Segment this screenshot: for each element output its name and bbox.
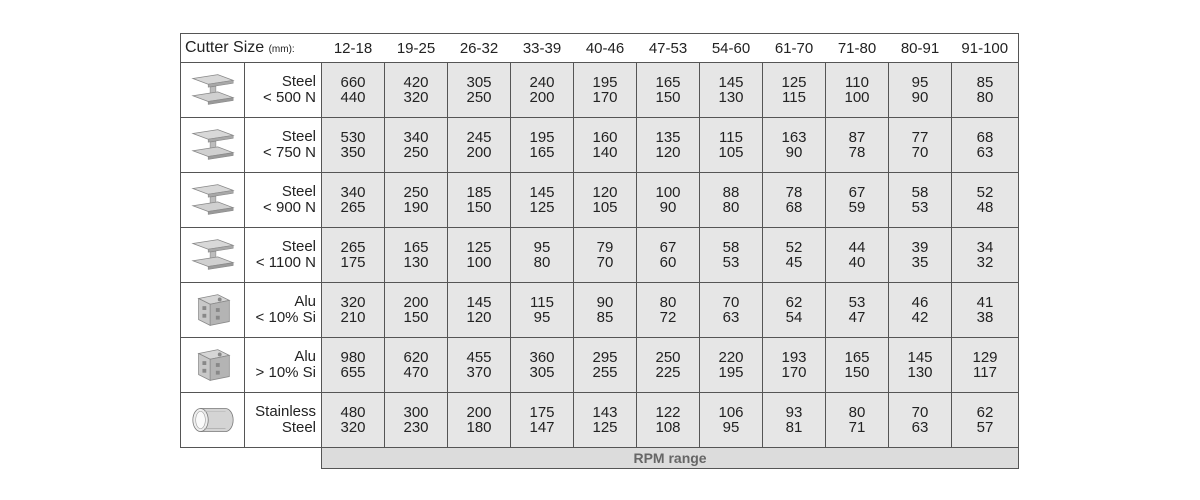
rpm-max: 125 [466, 239, 492, 256]
material-row [181, 393, 1019, 448]
rpm-min: 350 [340, 144, 366, 161]
material-name: Steel [281, 238, 317, 255]
rpm-min: 54 [785, 309, 803, 326]
material-spec: < 900 N [263, 199, 317, 216]
material-label [245, 63, 322, 118]
rpm-min: 63 [976, 144, 994, 161]
rpm-max: 193 [781, 349, 807, 366]
rpm-max: 455 [466, 349, 492, 366]
rpm-max: 44 [848, 239, 866, 256]
rpm-max: 165 [403, 239, 429, 256]
rpm-max: 145 [466, 294, 492, 311]
rpm-cell [574, 393, 637, 448]
rpm-min: 150 [403, 309, 429, 326]
rpm-max: 120 [592, 184, 618, 201]
material-spec: < 750 N [263, 144, 317, 161]
rpm-min: 63 [722, 309, 740, 326]
rpm-cell [889, 393, 952, 448]
cutter-size-header: 40-46 [574, 34, 637, 63]
rpm-max: 195 [529, 129, 555, 146]
rpm-max: 87 [848, 129, 866, 146]
rpm-cell [511, 118, 574, 173]
rpm-cell [322, 118, 385, 173]
rpm-min: 190 [403, 199, 429, 216]
rpm-min: 130 [718, 89, 744, 106]
rpm-max: 480 [340, 404, 366, 421]
rpm-min: 180 [466, 419, 492, 436]
rpm-cell [637, 118, 700, 173]
rpm-max: 93 [785, 404, 803, 421]
rpm-max: 165 [655, 74, 681, 91]
rpm-cell [889, 63, 952, 118]
rpm-cell [952, 173, 1019, 228]
rpm-cell [385, 173, 448, 228]
rpm-max: 360 [529, 349, 555, 366]
rpm-min: 108 [655, 419, 681, 436]
rpm-cell [700, 393, 763, 448]
rpm-min: 370 [466, 364, 492, 381]
rpm-cell [826, 338, 889, 393]
material-name: Steel [281, 183, 317, 200]
rpm-max: 660 [340, 74, 366, 91]
material-name: Steel [281, 128, 317, 145]
steel-beam-icon [189, 70, 237, 110]
rpm-cell [889, 173, 952, 228]
rpm-cell [700, 228, 763, 283]
material-icon-cell [181, 118, 245, 173]
rpm-table [180, 33, 1019, 469]
rpm-max: 62 [976, 404, 994, 421]
rpm-cell [385, 228, 448, 283]
rpm-max: 340 [340, 184, 366, 201]
rpm-cell [322, 63, 385, 118]
alu-profile-icon [189, 345, 237, 385]
rpm-cell [322, 338, 385, 393]
cutter-size-label: Cutter Size (mm): [181, 34, 322, 63]
material-label [245, 283, 322, 338]
rpm-cell [637, 338, 700, 393]
rpm-min: 170 [592, 89, 618, 106]
rpm-cell [574, 283, 637, 338]
rpm-min: 470 [403, 364, 429, 381]
rpm-cell [448, 63, 511, 118]
rpm-min: 95 [722, 419, 740, 436]
rpm-min: 80 [533, 254, 551, 271]
rpm-max: 106 [718, 404, 744, 421]
rpm-max: 78 [785, 184, 803, 201]
rpm-cell [700, 118, 763, 173]
rpm-cell [952, 63, 1019, 118]
rpm-max: 46 [911, 294, 929, 311]
header-row [181, 34, 1019, 63]
rpm-min: 81 [785, 419, 803, 436]
rpm-min: 130 [907, 364, 933, 381]
rpm-max: 320 [340, 294, 366, 311]
rpm-range-label: RPM range [322, 448, 1019, 469]
rpm-max: 70 [722, 294, 740, 311]
rpm-max: 52 [785, 239, 803, 256]
material-label [245, 393, 322, 448]
rpm-max: 70 [911, 404, 929, 421]
rpm-min: 53 [722, 254, 740, 271]
rpm-cell [322, 228, 385, 283]
rpm-max: 34 [976, 239, 994, 256]
rpm-cell [826, 173, 889, 228]
rpm-max: 145 [529, 184, 555, 201]
rpm-max: 80 [848, 404, 866, 421]
rpm-min: 125 [592, 419, 618, 436]
rpm-cell [763, 283, 826, 338]
rpm-min: 250 [403, 144, 429, 161]
rpm-min: 170 [781, 364, 807, 381]
rpm-min: 70 [596, 254, 614, 271]
material-row [181, 338, 1019, 393]
rpm-max: 53 [848, 294, 866, 311]
rpm-cell [826, 283, 889, 338]
rpm-min: 195 [718, 364, 744, 381]
material-icon-cell [181, 63, 245, 118]
rpm-cell [700, 338, 763, 393]
rpm-min: 70 [911, 144, 929, 161]
rpm-min: 265 [340, 199, 366, 216]
rpm-cell [700, 173, 763, 228]
rpm-min: 320 [403, 89, 429, 106]
rpm-max: 95 [533, 239, 551, 256]
rpm-max: 220 [718, 349, 744, 366]
rpm-max: 125 [781, 74, 807, 91]
rpm-cell [763, 338, 826, 393]
rpm-max: 39 [911, 239, 929, 256]
cutter-size-header: 19-25 [385, 34, 448, 63]
rpm-max: 175 [529, 404, 555, 421]
rpm-max: 135 [655, 129, 681, 146]
rpm-min: 440 [340, 89, 366, 106]
rpm-max: 145 [907, 349, 933, 366]
rpm-min: 78 [848, 144, 866, 161]
material-spec: < 10% Si [255, 309, 317, 326]
rpm-cell [952, 393, 1019, 448]
steel-beam-icon [189, 235, 237, 275]
rpm-cell [574, 228, 637, 283]
rpm-min: 100 [844, 89, 870, 106]
rpm-cell [763, 63, 826, 118]
rpm-min: 105 [592, 199, 618, 216]
rpm-min: 80 [722, 199, 740, 216]
rpm-cell [700, 283, 763, 338]
rpm-min: 95 [533, 309, 551, 326]
rpm-cell [322, 283, 385, 338]
rpm-min: 210 [340, 309, 366, 326]
rpm-min: 150 [655, 89, 681, 106]
rpm-cell [763, 118, 826, 173]
rpm-cell [637, 228, 700, 283]
rpm-max: 420 [403, 74, 429, 91]
cutter-size-header: 33-39 [511, 34, 574, 63]
steel-beam-icon [189, 180, 237, 220]
rpm-min: 225 [655, 364, 681, 381]
rpm-min: 320 [340, 419, 366, 436]
rpm-cell [385, 283, 448, 338]
rpm-cell [511, 338, 574, 393]
rpm-max: 129 [972, 349, 998, 366]
rpm-cell [511, 283, 574, 338]
material-spec: < 1100 N [255, 254, 317, 271]
rpm-max: 340 [403, 129, 429, 146]
rpm-min: 117 [973, 364, 997, 381]
rpm-cell [637, 393, 700, 448]
rpm-min: 35 [911, 254, 929, 271]
rpm-min: 150 [844, 364, 870, 381]
rpm-min: 175 [340, 254, 366, 271]
rpm-cell [889, 118, 952, 173]
material-row [181, 228, 1019, 283]
rpm-cell [826, 63, 889, 118]
rpm-cell [952, 283, 1019, 338]
rpm-max: 250 [403, 184, 429, 201]
material-name: Stainless [255, 403, 317, 420]
cutter-size-header: 54-60 [700, 34, 763, 63]
rpm-min: 100 [466, 254, 492, 271]
rpm-max: 77 [911, 129, 929, 146]
rpm-cell [574, 338, 637, 393]
rpm-max: 143 [592, 404, 618, 421]
rpm-max: 250 [655, 349, 681, 366]
rpm-min: 60 [659, 254, 677, 271]
rpm-cell [574, 118, 637, 173]
material-label [245, 338, 322, 393]
rpm-max: 160 [592, 129, 618, 146]
rpm-min: 72 [659, 309, 677, 326]
steel-beam-icon [189, 125, 237, 165]
rpm-cell [826, 118, 889, 173]
cutter-size-header: 80-91 [889, 34, 952, 63]
rpm-cell [889, 228, 952, 283]
rpm-max: 295 [592, 349, 618, 366]
rpm-max: 195 [592, 74, 618, 91]
rpm-min: 85 [596, 309, 614, 326]
cutter-size-header: 26-32 [448, 34, 511, 63]
rpm-cell [448, 173, 511, 228]
rpm-max: 115 [719, 129, 743, 146]
rpm-max: 200 [403, 294, 429, 311]
rpm-max: 100 [655, 184, 681, 201]
rpm-min: 63 [911, 419, 929, 436]
rpm-min: 140 [592, 144, 618, 161]
rpm-cell [511, 173, 574, 228]
rpm-max: 110 [845, 74, 869, 91]
rpm-max: 300 [403, 404, 429, 421]
rpm-cell [826, 393, 889, 448]
rpm-max: 245 [466, 129, 492, 146]
footer-row [181, 448, 1019, 469]
rpm-cell [385, 338, 448, 393]
rpm-cell [952, 338, 1019, 393]
rpm-min: 130 [403, 254, 429, 271]
rpm-cell [763, 393, 826, 448]
rpm-min: 90 [911, 89, 929, 106]
rpm-min: 120 [466, 309, 492, 326]
rpm-min: 115 [782, 89, 806, 106]
material-row [181, 63, 1019, 118]
rpm-cell [574, 173, 637, 228]
material-label [245, 173, 322, 228]
rpm-min: 120 [655, 144, 681, 161]
rpm-max: 95 [911, 74, 929, 91]
rpm-min: 125 [529, 199, 555, 216]
rpm-min: 38 [976, 309, 994, 326]
rpm-max: 145 [718, 74, 744, 91]
rpm-max: 200 [466, 404, 492, 421]
rpm-cell [826, 228, 889, 283]
rpm-min: 68 [785, 199, 803, 216]
rpm-min: 57 [976, 419, 994, 436]
cutter-size-header: 61-70 [763, 34, 826, 63]
rpm-cell [385, 63, 448, 118]
rpm-max: 41 [976, 294, 994, 311]
rpm-min: 147 [529, 419, 555, 436]
material-icon-cell [181, 283, 245, 338]
cutter-size-header: 91-100 [952, 34, 1019, 63]
rpm-max: 80 [659, 294, 677, 311]
rpm-cell [322, 173, 385, 228]
rpm-max: 240 [529, 74, 555, 91]
rpm-max: 88 [722, 184, 740, 201]
rpm-cell [385, 118, 448, 173]
rpm-min: 47 [848, 309, 866, 326]
rpm-min: 255 [592, 364, 618, 381]
rpm-max: 79 [596, 239, 614, 256]
rpm-max: 67 [848, 184, 866, 201]
material-label [245, 228, 322, 283]
rpm-min: 105 [718, 144, 744, 161]
rpm-max: 58 [911, 184, 929, 201]
stainless-tube-icon [189, 400, 237, 440]
material-icon-cell [181, 228, 245, 283]
rpm-cell [448, 228, 511, 283]
rpm-max: 122 [655, 404, 681, 421]
material-icon-cell [181, 173, 245, 228]
rpm-cell [889, 283, 952, 338]
rpm-cell [385, 393, 448, 448]
rpm-max: 265 [340, 239, 366, 256]
material-label [245, 118, 322, 173]
rpm-max: 85 [976, 74, 994, 91]
rpm-cell [952, 118, 1019, 173]
rpm-min: 250 [466, 89, 492, 106]
rpm-cell [637, 283, 700, 338]
material-spec: < 500 N [263, 89, 317, 106]
material-name: Steel [281, 73, 317, 90]
rpm-min: 80 [976, 89, 994, 106]
rpm-cell [322, 393, 385, 448]
rpm-min: 165 [529, 144, 555, 161]
rpm-min: 200 [466, 144, 492, 161]
rpm-max: 67 [659, 239, 677, 256]
rpm-min: 150 [466, 199, 492, 216]
rpm-cell [574, 63, 637, 118]
rpm-cell [637, 63, 700, 118]
material-icon-cell [181, 338, 245, 393]
rpm-min: 48 [976, 199, 994, 216]
material-icon-cell [181, 393, 245, 448]
rpm-cell [952, 228, 1019, 283]
rpm-min: 45 [785, 254, 803, 271]
rpm-min: 655 [340, 364, 366, 381]
rpm-min: 90 [659, 199, 677, 216]
material-row [181, 173, 1019, 228]
rpm-max: 90 [596, 294, 614, 311]
rpm-cell [448, 338, 511, 393]
rpm-min: 32 [976, 254, 994, 271]
footer-spacer [181, 448, 322, 469]
rpm-cell [511, 228, 574, 283]
material-spec: > 10% Si [255, 364, 317, 381]
rpm-max: 58 [722, 239, 740, 256]
cutter-size-header: 47-53 [637, 34, 700, 63]
rpm-max: 530 [340, 129, 366, 146]
rpm-max: 980 [340, 349, 366, 366]
rpm-max: 62 [785, 294, 803, 311]
rpm-min: 42 [911, 309, 929, 326]
rpm-cell [700, 63, 763, 118]
rpm-max: 185 [466, 184, 492, 201]
material-name: Alu [294, 293, 317, 310]
rpm-max: 52 [976, 184, 994, 201]
rpm-min: 59 [848, 199, 866, 216]
rpm-min: 200 [529, 89, 555, 106]
alu-profile-icon [189, 290, 237, 330]
rpm-cell [448, 118, 511, 173]
rpm-cell [889, 338, 952, 393]
cutter-size-header: 12-18 [322, 34, 385, 63]
rpm-min: 305 [529, 364, 555, 381]
rpm-max: 620 [403, 349, 429, 366]
rpm-max: 115 [530, 294, 554, 311]
rpm-max: 68 [976, 129, 994, 146]
rpm-max: 165 [844, 349, 870, 366]
rpm-min: 71 [848, 419, 866, 436]
rpm-max: 163 [781, 129, 807, 146]
rpm-min: 40 [848, 254, 866, 271]
rpm-min: 90 [785, 144, 803, 161]
material-name: Alu [294, 348, 317, 365]
cutter-size-header: 71-80 [826, 34, 889, 63]
material-row [181, 118, 1019, 173]
rpm-cell [448, 393, 511, 448]
material-spec: Steel [281, 419, 317, 436]
rpm-cell [763, 228, 826, 283]
rpm-cell [637, 173, 700, 228]
rpm-min: 230 [403, 419, 429, 436]
rpm-cell [511, 393, 574, 448]
rpm-cell [511, 63, 574, 118]
rpm-max: 305 [466, 74, 492, 91]
rpm-cell [763, 173, 826, 228]
rpm-cell [448, 283, 511, 338]
material-row [181, 283, 1019, 338]
rpm-min: 53 [911, 199, 929, 216]
